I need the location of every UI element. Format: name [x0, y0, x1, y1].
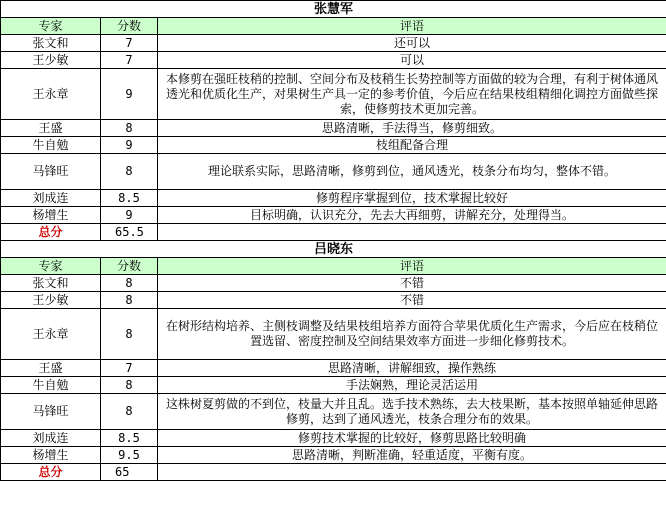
comment-text: 还可以 — [158, 35, 666, 52]
table-row — [1, 309, 666, 360]
comment-text: 手法娴熟，理论灵活运用 — [158, 377, 666, 394]
score-value: 7 — [101, 52, 158, 69]
header-score: 分数 — [101, 258, 158, 275]
header-comment: 评语 — [158, 258, 666, 275]
table-row — [1, 35, 666, 52]
comment-text: 不错 — [158, 292, 666, 309]
score-value: 8 — [101, 120, 158, 137]
expert-name: 马锋旺 — [1, 154, 101, 190]
expert-name: 杨增生 — [1, 207, 101, 224]
score-value: 8 — [101, 292, 158, 309]
contestant-name: 吕晓东 — [1, 241, 666, 258]
table-row — [1, 360, 666, 377]
expert-name: 王永章 — [1, 309, 101, 360]
comment-text: 理论联系实际，思路清晰，修剪到位，通风透光，枝条分布均匀，整体不错。 — [158, 154, 666, 190]
total-row — [1, 464, 666, 481]
score-value: 9 — [101, 137, 158, 154]
header-row — [1, 18, 666, 35]
comment-text: 目标明确，认识充分，先去大再细剪，讲解充分，处理得当。 — [158, 207, 666, 224]
total-empty-cell — [158, 464, 666, 481]
comment-text: 思路清晰，手法得当，修剪细致。 — [158, 120, 666, 137]
table-row — [1, 292, 666, 309]
comment-text: 本修剪在强旺枝稍的控制、空间分布及枝稍生长势控制等方面做的较为合理，有利于树体通风透光和优质化生产，对果树生产具一定的参考价值，今后应在结果枝组精细化调控方面做些探索，使修剪技术更加完善。 — [158, 69, 666, 120]
total-empty-cell — [158, 224, 666, 241]
expert-name: 牛自勉 — [1, 137, 101, 154]
expert-name: 牛自勉 — [1, 377, 101, 394]
expert-name: 王永章 — [1, 69, 101, 120]
comment-text: 可以 — [158, 52, 666, 69]
section-title-row — [1, 241, 666, 258]
table-row — [1, 190, 666, 207]
score-value: 8 — [101, 377, 158, 394]
table-row — [1, 394, 666, 430]
score-value: 8 — [101, 275, 158, 292]
score-value: 9 — [101, 207, 158, 224]
comment-text: 在树形结构培养、主侧枝调整及结果枝组培养方面符合苹果优质化生产需求，今后应在枝稍位置选留、密度控制及空间结果效率方面进一步细化修剪技术。 — [158, 309, 666, 360]
total-label: 总分 — [1, 464, 101, 481]
header-expert: 专家 — [1, 258, 101, 275]
score-value: 8 — [101, 154, 158, 190]
total-score: 65.5 — [101, 224, 158, 241]
score-value: 7 — [101, 35, 158, 52]
score-value: 7 — [101, 360, 158, 377]
expert-name: 王少敏 — [1, 52, 101, 69]
table-row — [1, 52, 666, 69]
header-row — [1, 258, 666, 275]
total-row — [1, 224, 666, 241]
expert-name: 马锋旺 — [1, 394, 101, 430]
table-row — [1, 154, 666, 190]
total-label: 总分 — [1, 224, 101, 241]
score-value: 8.5 — [101, 430, 158, 447]
table-row — [1, 120, 666, 137]
score-value: 9 — [101, 69, 158, 120]
comment-text: 不错 — [158, 275, 666, 292]
table-row — [1, 137, 666, 154]
score-value: 8 — [101, 394, 158, 430]
table-row — [1, 207, 666, 224]
table-row — [1, 275, 666, 292]
expert-name: 王少敏 — [1, 292, 101, 309]
total-score: 65 — [101, 464, 158, 481]
expert-name: 刘成连 — [1, 190, 101, 207]
section-title-row — [1, 1, 666, 18]
comment-text: 枝组配备合理 — [158, 137, 666, 154]
header-expert: 专家 — [1, 18, 101, 35]
contestant-name: 张慧军 — [1, 1, 666, 18]
header-comment: 评语 — [158, 18, 666, 35]
table-row — [1, 447, 666, 464]
expert-name: 张文和 — [1, 275, 101, 292]
comment-text: 这株树夏剪做的不到位，枝量大并且乱。选手技术熟练，去大枝果断，基本按照单轴延伸思路修剪，达到了通风透光，枝条合理分布的效果。 — [158, 394, 666, 430]
score-value: 8.5 — [101, 190, 158, 207]
score-value: 8 — [101, 309, 158, 360]
comment-text: 修剪程序掌握到位，技术掌握比较好 — [158, 190, 666, 207]
header-score: 分数 — [101, 18, 158, 35]
expert-name: 王盛 — [1, 360, 101, 377]
expert-name: 杨增生 — [1, 447, 101, 464]
expert-name: 张文和 — [1, 35, 101, 52]
score-value: 9.5 — [101, 447, 158, 464]
comment-text: 思路清晰，讲解细致，操作熟练 — [158, 360, 666, 377]
expert-name: 刘成连 — [1, 430, 101, 447]
comment-text: 修剪技术掌握的比较好，修剪思路比较明确 — [158, 430, 666, 447]
comment-text: 思路清晰，判断准确，轻重适度，平衡有度。 — [158, 447, 666, 464]
table-row — [1, 377, 666, 394]
table-row — [1, 430, 666, 447]
table-row — [1, 69, 666, 120]
expert-name: 王盛 — [1, 120, 101, 137]
